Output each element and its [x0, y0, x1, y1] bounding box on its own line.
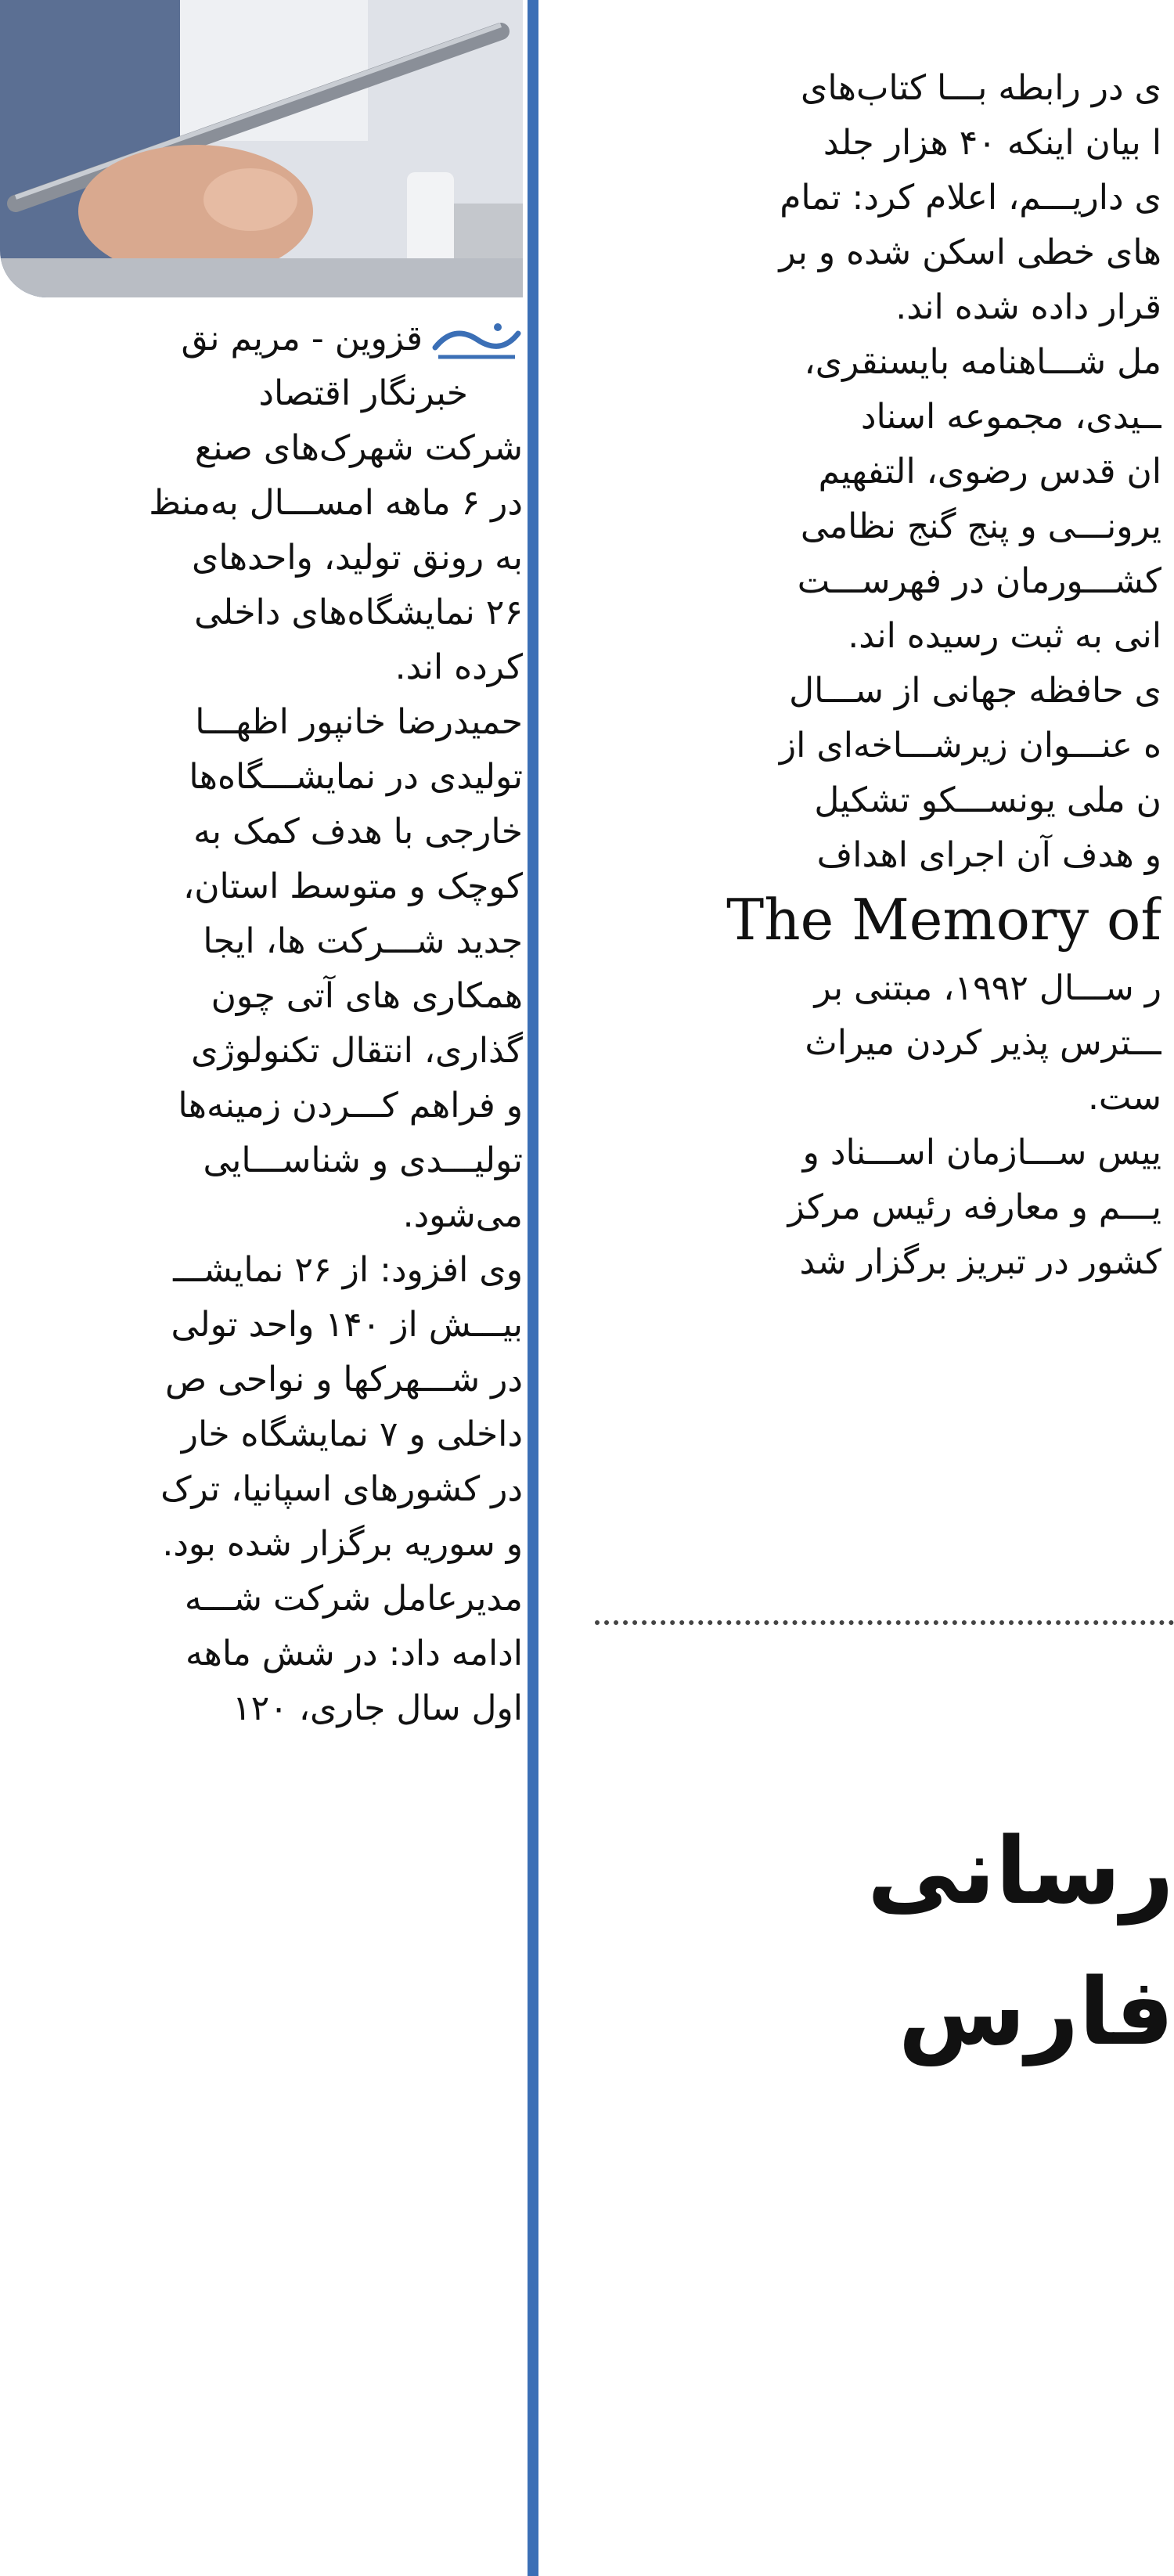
article-line: ست.	[1087, 1078, 1161, 1118]
article-line: وی افزود: از ۲۶ نمایشـــ	[173, 1250, 523, 1290]
section-separator	[595, 1620, 1174, 1625]
article-line: خارجی با هدف کمک به	[193, 812, 523, 852]
article-line: قرار داده شده اند.	[895, 287, 1161, 327]
article-line: و فراهم کـــردن زمینه‌ها	[178, 1086, 523, 1126]
article-line: در شـــهرکها و نواحی ص	[164, 1360, 523, 1400]
article-line: یـــم و معارفه رئیس مرکز	[787, 1187, 1161, 1227]
article-line: همکاری های آتی چون	[211, 976, 523, 1016]
article-line: ر ســـال ۱۹۹۲، مبتنی بر	[814, 968, 1161, 1008]
article-line: مدیرعامل شرکت شـــه	[184, 1579, 523, 1619]
article-line: تولیدی در نمایشـــگاه‌ها	[189, 757, 523, 797]
column-divider	[528, 0, 538, 2576]
article-line: شرکت شهرک‌های صنع	[194, 428, 523, 468]
article-line: انی به ثبت رسیده اند.	[848, 616, 1161, 656]
article-line: بیـــش از ۱۴۰ واحد تولی	[171, 1305, 523, 1345]
headline-line-1: رسانی	[867, 1817, 1174, 1925]
article-line: ۲۶ نمایشگاه‌های داخلی	[194, 593, 523, 632]
left-article-column	[0, 0, 523, 2576]
photo-illustration	[0, 0, 523, 297]
headline-line-2: فارس	[898, 1958, 1174, 2066]
samt-logo-icon	[430, 316, 523, 365]
article-line: گذاری، انتقال تکنولوژی	[191, 1031, 523, 1071]
article-line: ی در رابطه بـــا کتاب‌های	[800, 68, 1161, 108]
article-line: کرده اند.	[394, 647, 523, 687]
article-line: مل شـــاهنامه بایسنقری،	[804, 342, 1161, 382]
article-line: ــیدی، مجموعه اسناد	[860, 397, 1161, 437]
article-line: ان قدس رضوی، التفهیم	[818, 452, 1161, 492]
article-line: ی داریـــم، اعلام کرد: تمام	[780, 178, 1161, 218]
article-line: اول سال جاری، ۱۲۰	[232, 1688, 523, 1728]
article-line: ییس ســـازمان اســـناد و	[802, 1133, 1161, 1173]
article-line: ن ملی یونســـکو تشکیل	[814, 780, 1161, 820]
article-line: تولیـــدی و شناســـایی	[203, 1140, 523, 1180]
byline-text: قزوین - مریم نق	[181, 319, 423, 358]
article-line: جدید شـــرکت ها، ایجا	[203, 921, 523, 961]
article-line: خبرنگار اقتصاد	[258, 373, 468, 413]
article-line: داخلی و ۷ نمایشگاه خار	[181, 1414, 523, 1454]
article-line: ا بیان اینکه ۴۰ هزار جلد	[823, 123, 1161, 163]
article-line: ادامه داد: در شش ماهه	[185, 1634, 523, 1673]
article-line: می‌شود.	[402, 1195, 523, 1235]
article-line: کشـــورمان در فهرســـت	[797, 561, 1161, 601]
article-line: ه عنـــوان زیرشـــاخه‌ای از	[779, 726, 1161, 766]
article-line: کوچک و متوسط استان،	[183, 866, 523, 906]
article-line: یرونـــی و پنج گنج نظامی	[800, 506, 1161, 546]
article-line: و هدف آن اجرای اهداف	[816, 835, 1161, 875]
right-article-column	[548, 0, 1174, 2576]
article-line: حمیدرضا خانپور اظهـــا	[195, 702, 523, 742]
article-line: به رونق تولید، واحدهای	[191, 538, 523, 578]
article-photo	[0, 0, 523, 297]
article-line: ـــترس پذیر کردن میراث	[805, 1023, 1161, 1063]
byline	[0, 313, 523, 365]
article-line: های خطی اسکن شده و بر	[779, 232, 1161, 272]
article-line: کشور در تبریز برگزار شد	[799, 1242, 1161, 1282]
article-line: در کشورهای اسپانیا، ترک	[160, 1469, 523, 1509]
article-latin-line: The Memory of	[726, 887, 1161, 953]
article-line: در ۶ ماهه امســـال به‌منظ	[149, 483, 523, 523]
article-line: و سوریه برگزار شده بود.	[162, 1524, 523, 1564]
article-line: ی حافظه جهانی از ســـال	[789, 671, 1161, 711]
